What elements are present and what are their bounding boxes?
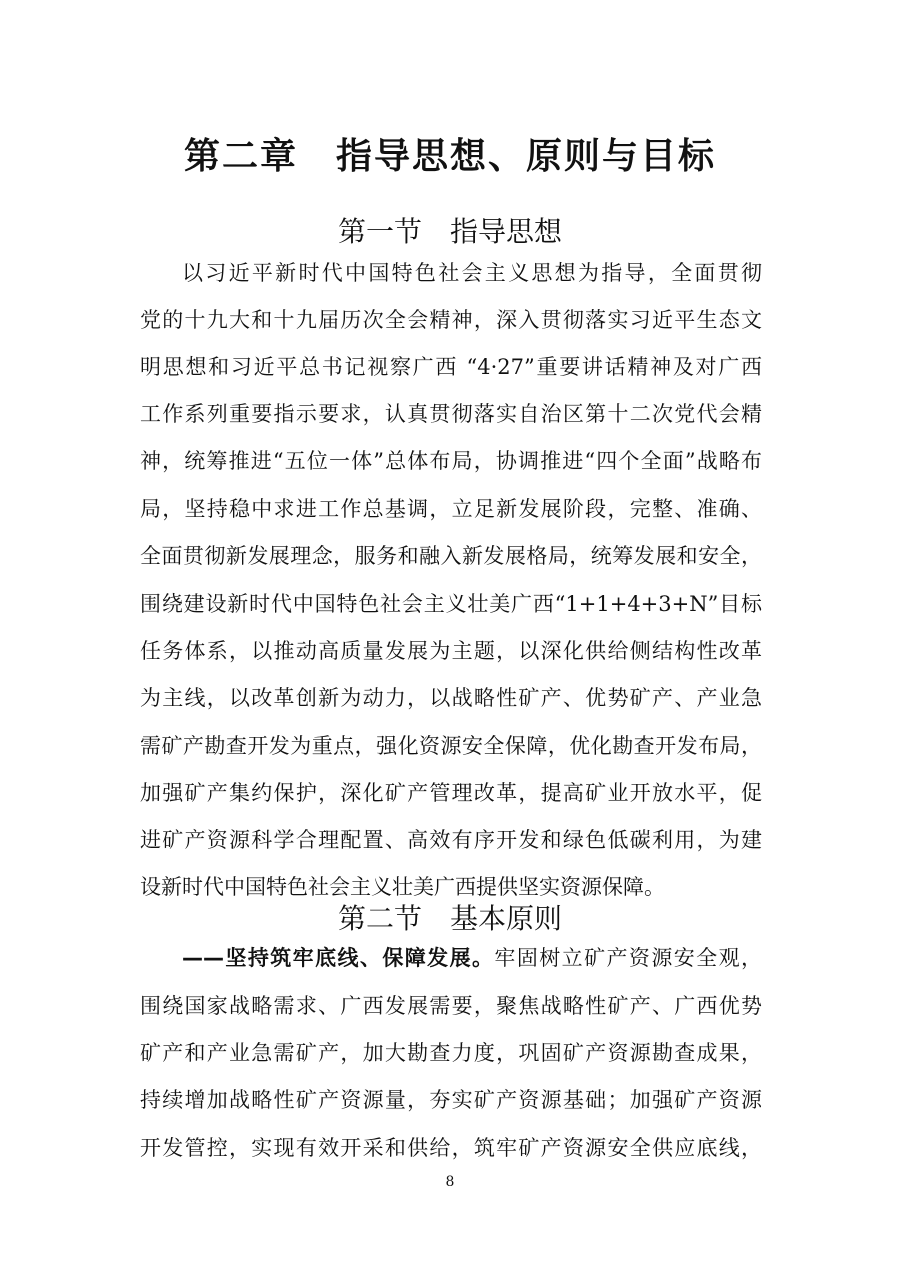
paragraph-line: 进矿产资源科学合理配置、高效有序开发和绿色低碳利用，为建 [140,828,762,852]
section-2-title: 第二节 基本原则 [337,902,562,935]
paragraph-line: 围绕国家战略需求、广西发展需要，聚焦战略性矿产、广西优势 [140,994,762,1018]
paragraph-line: 设新时代中国特色社会主义壮美广西提供坚实资源保障。 [140,875,665,899]
paragraph-line: 持续增加战略性矿产资源量，夯实矿产资源基础；加强矿产资源 [140,1088,762,1112]
paragraph-line: 以习近平新时代中国特色社会主义思想为指导，全面贯彻 [182,261,762,285]
paragraph-line: 党的十九大和十九届历次全会精神，深入贯彻落实习近平生态文 [140,308,762,332]
paragraph-line: 全面贯彻新发展理念，服务和融入新发展格局，统筹发展和安全， [140,544,762,568]
section-1-title: 第一节 指导思想 [337,215,562,248]
paragraph-line: 为主线，以改革创新为动力，以战略性矿产、优势矿产、产业急 [140,686,762,710]
page-number: 8 [445,1174,455,1190]
principle-first-line [182,943,762,973]
principle-text: 牢固树立矿产资源安全观， [494,946,763,970]
paragraph-line: 开发管控，实现有效开采和供给，筑牢矿产资源安全供应底线， [140,1136,762,1160]
principle-heading: ——坚持筑牢底线、保障发展。 [182,946,495,970]
paragraph-line: 矿产和产业急需矿产，加大勘查力度，巩固矿产资源勘查成果， [140,1041,762,1065]
paragraph-line: 加强矿产集约保护，深化矿产管理改革，提高矿业开放水平，促 [140,781,762,805]
paragraph-line: 工作系列重要指示要求，认真贯彻落实自治区第十二次党代会精 [140,402,762,426]
paragraph-line: 明思想和习近平总书记视察广西 “4·27”重要讲话精神及对广西 [140,355,762,379]
paragraph-line: 任务体系，以推动高质量发展为主题，以深化供给侧结构性改革 [140,639,762,663]
paragraph-line: 需矿产勘查开发为重点，强化资源安全保障，优化勘查开发布局， [140,734,762,758]
paragraph-line: 围绕建设新时代中国特色社会主义壮美广西“1+1+4+3+N”目标 [140,592,762,616]
chapter-title: 第二章 指导思想、原则与目标 [183,136,716,177]
paragraph-line: 神，统筹推进“五位一体”总体布局，协调推进“四个全面”战略布 [140,449,762,473]
paragraph-line: 局，坚持稳中求进工作总基调，立足新发展阶段，完整、准确、 [140,497,762,521]
